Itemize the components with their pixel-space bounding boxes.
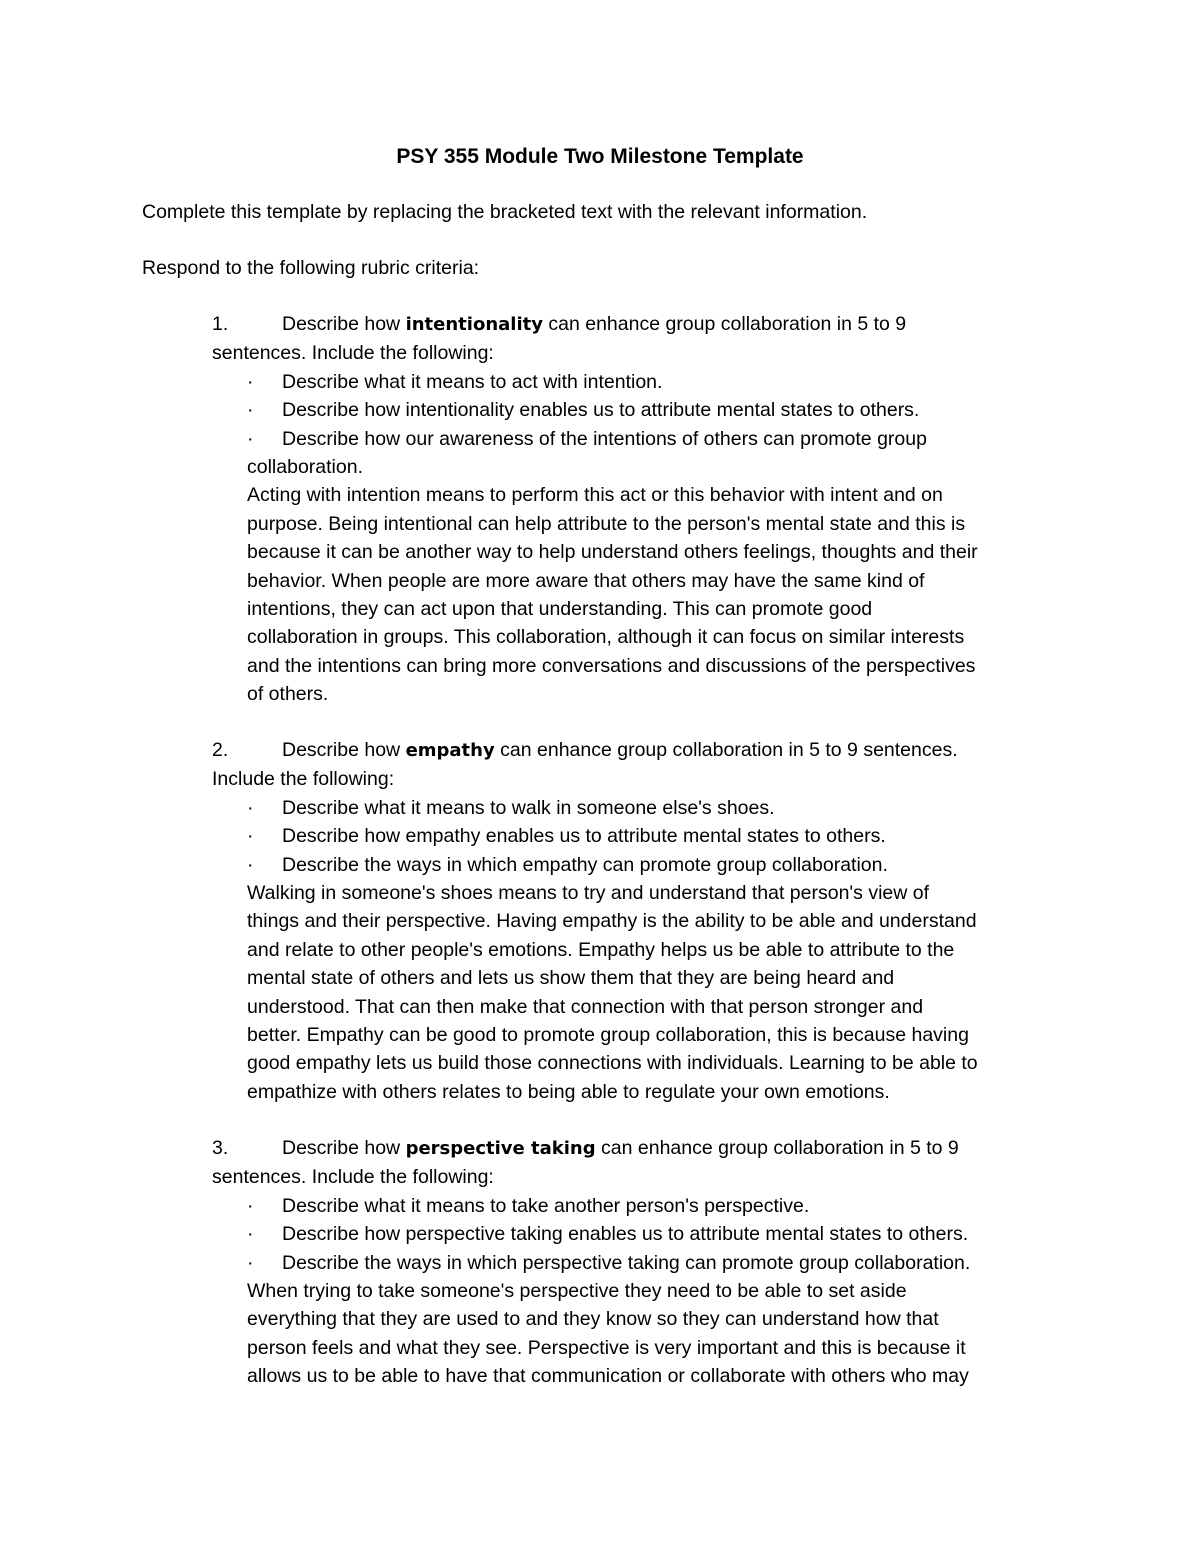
answer-line: and relate to other people's emotions. Empathy helps us be able to attribute to the [247, 938, 955, 961]
bullet-text: Describe how empathy enables us to attribute mental states to others. [282, 825, 886, 848]
answer-line: because it can be another way to help understand others feelings, thoughts and their [247, 541, 978, 564]
instructions-text: Complete this template by replacing the bracketed text with the relevant information. [142, 201, 868, 223]
prompt-text: can enhance group collaboration in 5 to 9 sentences. [500, 739, 958, 761]
bullet-icon: · [247, 853, 254, 876]
list-item [212, 425, 1072, 453]
question-1 [212, 310, 1072, 709]
bullet-icon: · [247, 1194, 254, 1217]
prompt-continuation: Include the following: [212, 768, 395, 791]
list-item [212, 1220, 1072, 1248]
bullet-text: Describe the ways in which empathy can promote group collaboration. [282, 853, 888, 876]
bullet-text: Describe what it means to take another person's perspective. [282, 1194, 810, 1217]
answer-line: of others. [247, 683, 329, 706]
bullet-text: Describe how our awareness of the intentions of others can promote group [282, 427, 927, 450]
bullet-icon: · [247, 1223, 254, 1246]
bullet-text: Describe the ways in which perspective taking can promote group collaboration. [282, 1251, 971, 1274]
bullet-list [212, 794, 1072, 879]
answer-line: intentions, they can act upon that understanding. This can promote good [247, 598, 873, 621]
question-prompt [212, 1134, 1072, 1163]
bullet-continuation: collaboration. [247, 456, 363, 479]
answer-line: understood. That can then make that connection with that person stronger and [247, 995, 924, 1018]
prompt-text: can enhance group collaboration in 5 to 9 [548, 313, 907, 335]
bullet-icon: · [247, 427, 254, 450]
question-number: 2. [212, 739, 229, 761]
question-3 [212, 1134, 1072, 1391]
question-keyword: perspective taking [405, 1138, 596, 1159]
bullet-icon: · [247, 399, 254, 422]
answer-line: and the intentions can bring more conversations and discussions of the perspectives [247, 654, 976, 677]
prompt-text: can enhance group collaboration in 5 to 9 [601, 1137, 959, 1159]
question-prompt [212, 310, 1072, 339]
prompt-text: Describe how [282, 739, 401, 761]
list-item [212, 822, 1072, 850]
answer-line: When trying to take someone's perspective they need to be able to set aside [247, 1280, 907, 1303]
question-number: 1. [212, 313, 229, 335]
answer-line: collaboration in groups. This collaboration, although it can focus on similar interests [247, 626, 965, 649]
answer-text [212, 879, 1062, 1106]
question-number: 3. [212, 1137, 229, 1159]
prompt-continuation: sentences. Include the following: [212, 342, 494, 365]
answer-text [212, 1277, 1062, 1391]
answer-text [212, 481, 1062, 708]
list-item [212, 794, 1072, 822]
bullet-icon: · [247, 370, 254, 393]
bullet-text: Describe what it means to act with intention. [282, 370, 663, 393]
prompt-continuation: sentences. Include the following: [212, 1166, 494, 1189]
answer-line: things and their perspective. Having empathy is the ability to be able and understand [247, 910, 977, 933]
answer-line: Acting with intention means to perform this act or this behavior with intent and on [247, 484, 943, 507]
answer-line: Walking in someone's shoes means to try and understand that person's view of [247, 882, 930, 905]
prompt-text: Describe how [282, 313, 401, 335]
answer-line: purpose. Being intentional can help attribute to the person's mental state and this is [247, 512, 966, 535]
rubric-intro: Respond to the following rubric criteria: [142, 257, 480, 279]
answer-line: empathize with others relates to being able to regulate your own emotions. [247, 1080, 890, 1103]
list-item [212, 368, 1072, 396]
question-2 [212, 736, 1072, 1106]
question-keyword: empathy [405, 740, 495, 761]
answer-line: person feels and what they see. Perspective is very important and this is because it [247, 1336, 966, 1359]
bullet-text: Describe how intentionality enables us to attribute mental states to others. [282, 399, 920, 422]
list-item [212, 851, 1072, 879]
bullet-icon: · [247, 1251, 254, 1274]
answer-line: good empathy lets us build those connections with individuals. Learning to be able to [247, 1052, 978, 1075]
bullet-text: Describe how perspective taking enables us to attribute mental states to others. [282, 1223, 969, 1246]
bullet-list [212, 368, 1072, 453]
answer-line: allows us to be able to have that communication or collaborate with others who may [247, 1365, 969, 1388]
bullet-text: Describe what it means to walk in someone else's shoes. [282, 796, 775, 819]
bullet-icon: · [247, 825, 254, 848]
question-prompt [212, 736, 1072, 765]
bullet-list [212, 1192, 1072, 1277]
prompt-text: Describe how [282, 1137, 401, 1159]
question-keyword: intentionality [405, 314, 543, 335]
list-item [212, 1192, 1072, 1220]
answer-line: everything that they are used to and they know so they can understand how that [247, 1308, 939, 1331]
list-item [212, 396, 1072, 424]
answer-line: better. Empathy can be good to promote group collaboration, this is because having [247, 1024, 969, 1047]
list-item [212, 1249, 1072, 1277]
bullet-icon: · [247, 796, 254, 819]
answer-line: mental state of others and lets us show them that they are being heard and [247, 967, 895, 990]
answer-line: behavior. When people are more aware that others may have the same kind of [247, 569, 925, 592]
page-title: PSY 355 Module Two Milestone Template [396, 145, 804, 168]
